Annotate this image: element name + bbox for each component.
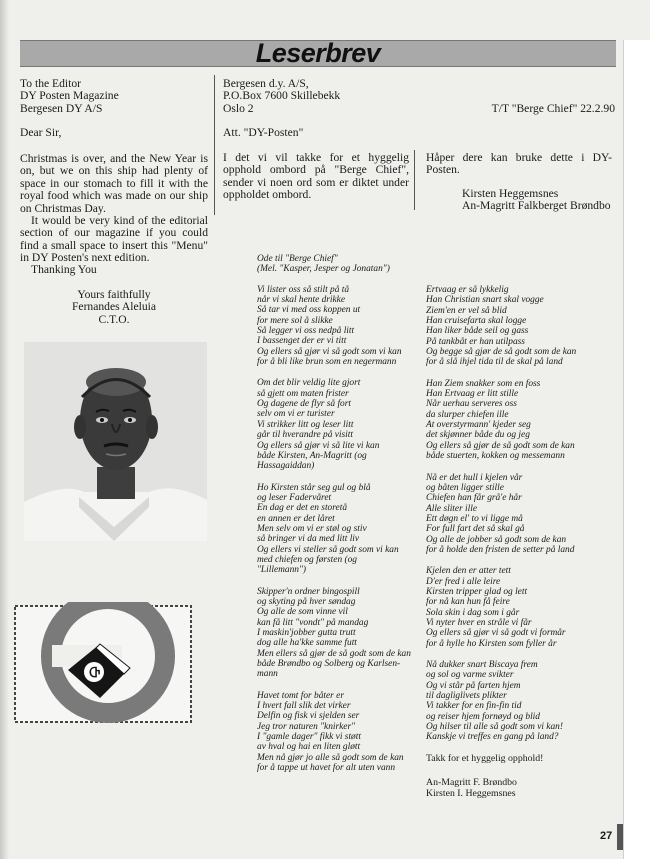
- reply-signature-line: Kirsten Heggemsnes: [462, 187, 559, 200]
- column-divider-right: [414, 150, 415, 210]
- poem-stanza: Skipper'n ordner bingospill og skyting på hver søndag Og alle de som vinne vil kan få litt "vondt" på mandag I maskin'jobber gutta trutt dog alle ha'kke samme futt Men ellers så gjør de så godt som de kan både Brøndbo og Solberg og Karlsen- mann: [257, 586, 411, 680]
- poem-stanza: Vi lister oss så stilt på tå når vi skal hente drikke Så tar vi med oss koppen ut for mere sol å slikke Så legger vi oss nedpå litt I bassenget der er vi titt Og ellers så gjør vi så godt som vi kan for å bli like brun som en negermann: [257, 284, 402, 368]
- letter-address-line: DY Posten Magazine: [20, 89, 119, 103]
- letter-address-line: Bergesen DY A/S: [20, 101, 103, 115]
- portrait-photo-drawing: [24, 342, 207, 541]
- reply-signature-line: An-Magritt Falkberget Brøndbo: [462, 199, 611, 213]
- portrait-photo: [24, 342, 207, 541]
- poem-stanza: Han Ziem snakker som en foss Han Ertvaag er litt stille Når uerhau serveres oss da slurper chiefen ille At overstyrmann' kjeder seg det skjønner både du og jeg Og ellers så gjør de så godt som de kan både stuerten, kokken og messemann: [426, 378, 575, 462]
- letter-address-line: To the Editor: [20, 77, 82, 90]
- ship-date: T/T "Berge Chief" 22.2.90: [491, 102, 615, 115]
- poem-stanza: Havet tomt for båter er I hvert fall slik det virker Delfin og fisk vi sjelden ser Jeg tror naturen "knirker" I "gamle dager" fikk vi støtt av hval og hai en liten gløtt Men nå gjør jo alle så godt som de kan for å tappe ut havet for alt uten vann: [257, 690, 404, 774]
- poem-stanza: Ho Kirsten står seg gul og blå og leser Fadervåret En dag er det en storetå en annen er det låret Men selv om vi er støl og stiv så bringer vi da med litt liv Og ellers vi steller så godt som vi kan med chiefen og førsten (og "Lillemann"): [257, 482, 399, 576]
- poem-title: Ode til "Berge Chief": [257, 254, 338, 264]
- section-title: Leserbrev: [255, 38, 381, 68]
- reply-address: [223, 78, 423, 115]
- svg-text:Ⴇ: Ⴇ: [89, 666, 100, 680]
- reply-address-line: P.O.Box 7600 Skillebekk: [223, 89, 341, 103]
- reply-body: I det vi vil takke for et hyggelig opphold ombord på "Berge Chief", sender vi noen ord som er diktet under oppholdet ombord.: [223, 151, 409, 202]
- poem-signatures: [426, 777, 616, 799]
- postage-stamp-logo: [12, 602, 194, 726]
- poem-thanks: Takk for et hyggelig opphold!: [426, 753, 544, 764]
- reply-address-line: Oslo 2: [223, 101, 254, 115]
- reply-hope: Håper dere kan bruke dette i DY-Posten.: [426, 151, 612, 177]
- poem-right-column: [426, 285, 616, 754]
- section-banner: [20, 40, 616, 67]
- letter-paragraph-1: Christmas is over, and the New Year is on, but we on this ship had plenty of space in our stomach to fill it with the royal food which was made on our ship on Christmas Day.: [20, 152, 208, 215]
- poem-stanza: Nå er det hull i kjelen vår og båten ligger stille Chiefen han får grå'e hår Alle sliter ille Ett døgn el' to vi ligge må For full fart det så skal gå Og alle de jobber så godt som de kan for å holde den fristen de setter på land: [426, 472, 575, 555]
- poem-stanza: Ertvaag er så lykkelig Han Christian snart skal vogge Ziem'en er vel så blid Han cruisefarta skal logge Han liker både seil og gass På tankbåt er han utilpass Og begge så gjør de så godt som de kan for å slå ihjel tida til de skal på land: [426, 285, 577, 368]
- poem-stanza: Kjelen den er atter tett D'er fred i alle leire Kirsten tripper glad og lett for nå kan hun få feire Sola skin i dag som i går Vi nyter hver en stråle vi får Og ellers så gjør vi så godt vi formår for å hylle ho Kirsten som fyller år: [426, 566, 566, 649]
- page-right-edge: [624, 40, 650, 859]
- poem-signature-line: An-Magritt F. Brøndbo: [426, 777, 517, 788]
- poem-stanza: Om det blir veldig lite gjort så gjett om maten frister Og dagene de flyr så fort selv om vi er turister Vi strikker litt og leser litt går til hverandre på visitt Og ellers så gjør vi så lite vi kan både Kirsten, An-Magritt (og Hassagaiddan): [257, 378, 380, 472]
- poem-left-column: [257, 254, 427, 784]
- page-left-edge: [0, 0, 9, 859]
- page-number: 27: [600, 830, 613, 842]
- letter-address: [20, 78, 210, 115]
- letter-salutation: Dear Sir,: [20, 126, 62, 139]
- letter-closing: Yours faithfully: [77, 288, 151, 301]
- letter-thanks: Thanking You: [31, 263, 97, 276]
- letter-name: Fernandes Aleluia: [71, 300, 157, 314]
- stamp-logo-icon: [12, 602, 194, 726]
- reply-attention: Att. "DY-Posten": [223, 126, 304, 139]
- letter-paragraph-2: It would be very kind of the editorial section of our magazine if you could find a small space to insert this "Menu" in DY Posten's next edition.: [20, 214, 208, 265]
- reply-address-line: Bergesen d.y. A/S,: [223, 77, 309, 90]
- letter-title: C.T.O.: [98, 312, 130, 326]
- poem-melody: (Mel. "Kasper, Jesper og Jonatan"): [257, 264, 390, 275]
- column-divider-left: [214, 75, 215, 215]
- letter-signature: [20, 289, 208, 326]
- reply-signatures: [462, 188, 622, 213]
- page-number-bar: [617, 824, 623, 850]
- poem-signature-line: Kirsten I. Heggemsnes: [426, 788, 516, 799]
- poem-stanza: Nå dukker snart Biscaya frem og sol og varme svikter Og vi står på farten hjem til dagliglivets plikter Vi takker for en fin-fin tid og reiser hjem fornøyd og blid Og hilser til alle så godt som vi kan! Kanskje vi treffes en gang på land?: [426, 660, 563, 743]
